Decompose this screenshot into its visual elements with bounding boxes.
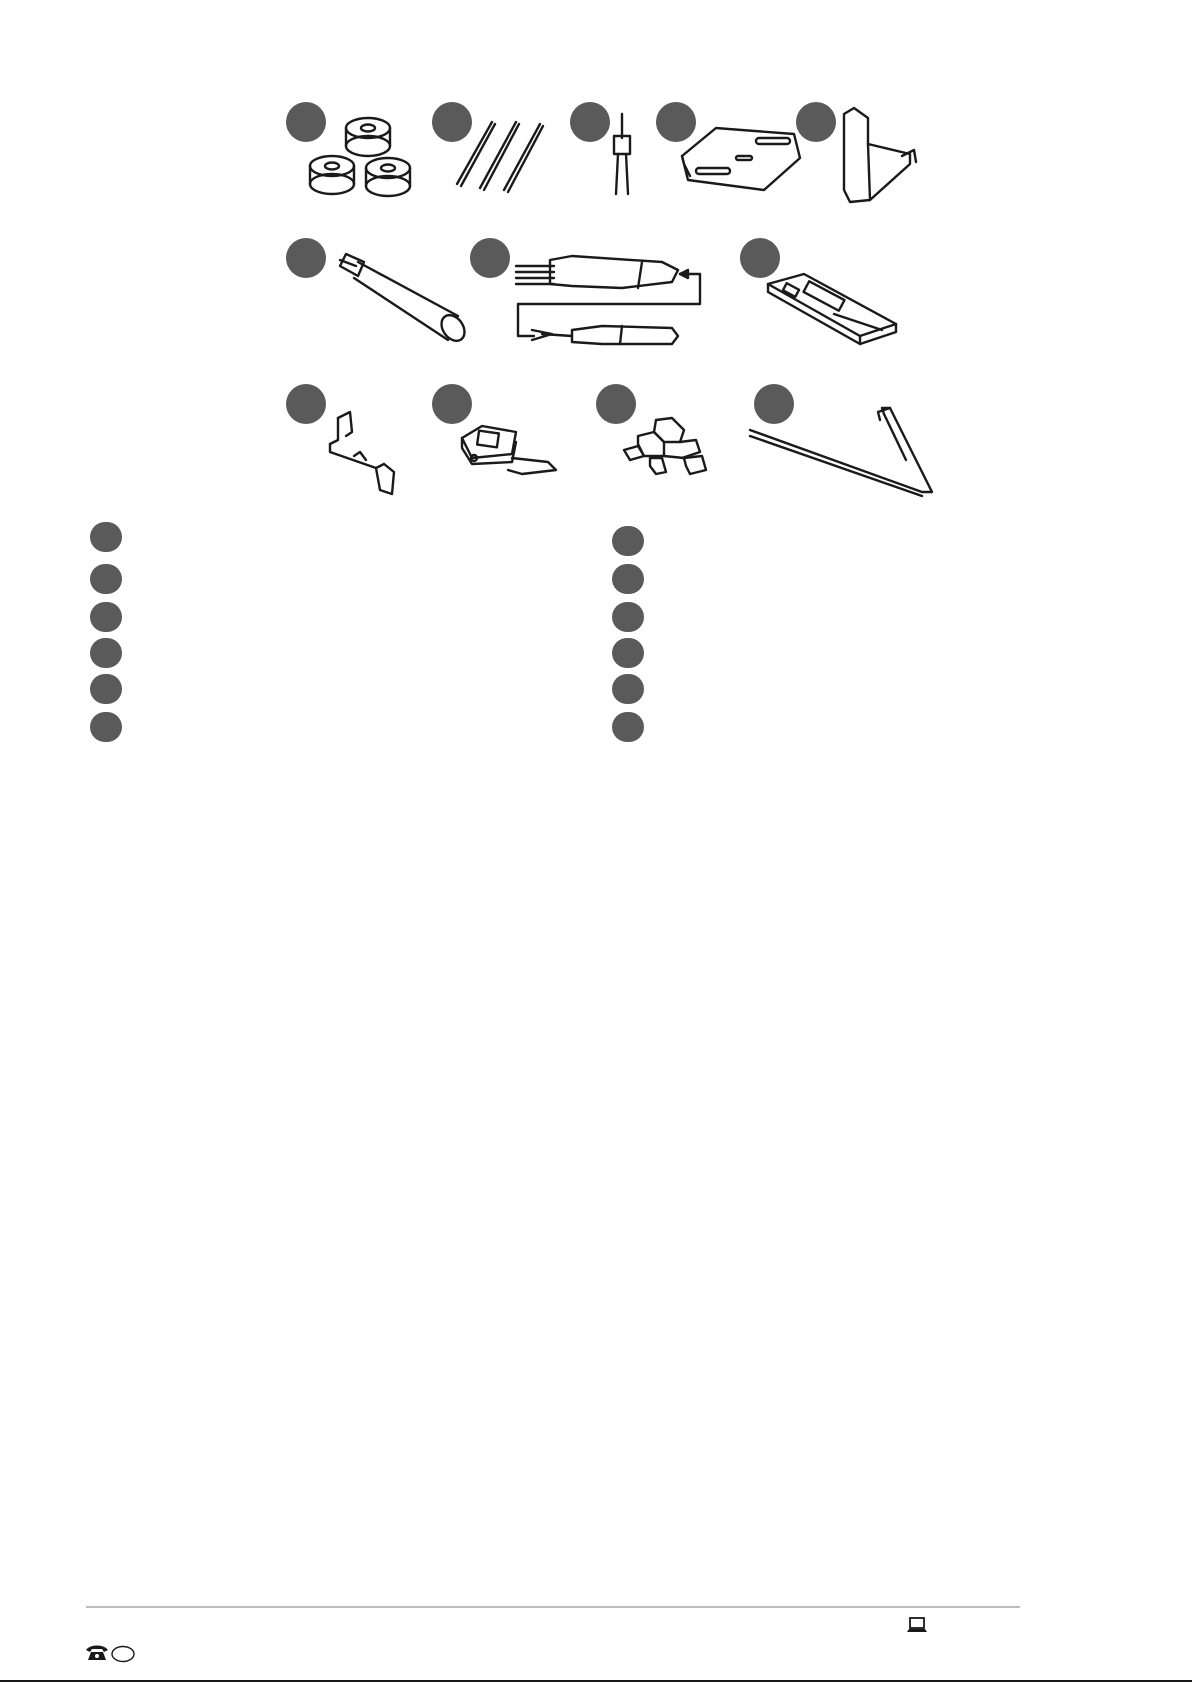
edge-guide-illustration (840, 104, 920, 204)
item-badge-9 (286, 384, 326, 424)
buttonhole-foot-illustration (452, 418, 562, 488)
country-oval (110, 1645, 136, 1663)
bobbins-illustration (305, 112, 415, 202)
spool-pin-illustration (336, 252, 476, 352)
legend-badge (90, 564, 122, 594)
legend-badge (612, 638, 644, 668)
telephone-icon (84, 1644, 110, 1662)
darning-plate-illustration (676, 118, 806, 198)
item-badge-3 (570, 102, 610, 142)
item-badge-7 (470, 238, 510, 278)
legend-badge (612, 674, 644, 704)
zipper-foot-illustration (764, 270, 904, 360)
legend-badge (90, 602, 122, 632)
brush-seam-ripper-illustration (512, 244, 712, 354)
page-bottom-edge (0, 1680, 1192, 1682)
legend-badge (612, 712, 644, 742)
laptop-icon (906, 1616, 928, 1636)
button-sewing-foot-illustration (620, 416, 720, 486)
legend-badge (612, 602, 644, 632)
legend-badge (612, 564, 644, 594)
needle-threader-rod-illustration (746, 400, 946, 500)
quilting-guide-illustration (324, 410, 404, 496)
twin-needle-illustration (608, 112, 638, 198)
needles-illustration (452, 118, 552, 198)
legend-badge (90, 712, 122, 742)
item-badge-6 (286, 238, 326, 278)
legend-badge (612, 526, 644, 556)
legend-badge (90, 638, 122, 668)
legend-badge (90, 522, 122, 552)
item-badge-5 (796, 102, 836, 142)
footer-divider (86, 1606, 1020, 1608)
legend-badge (90, 674, 122, 704)
